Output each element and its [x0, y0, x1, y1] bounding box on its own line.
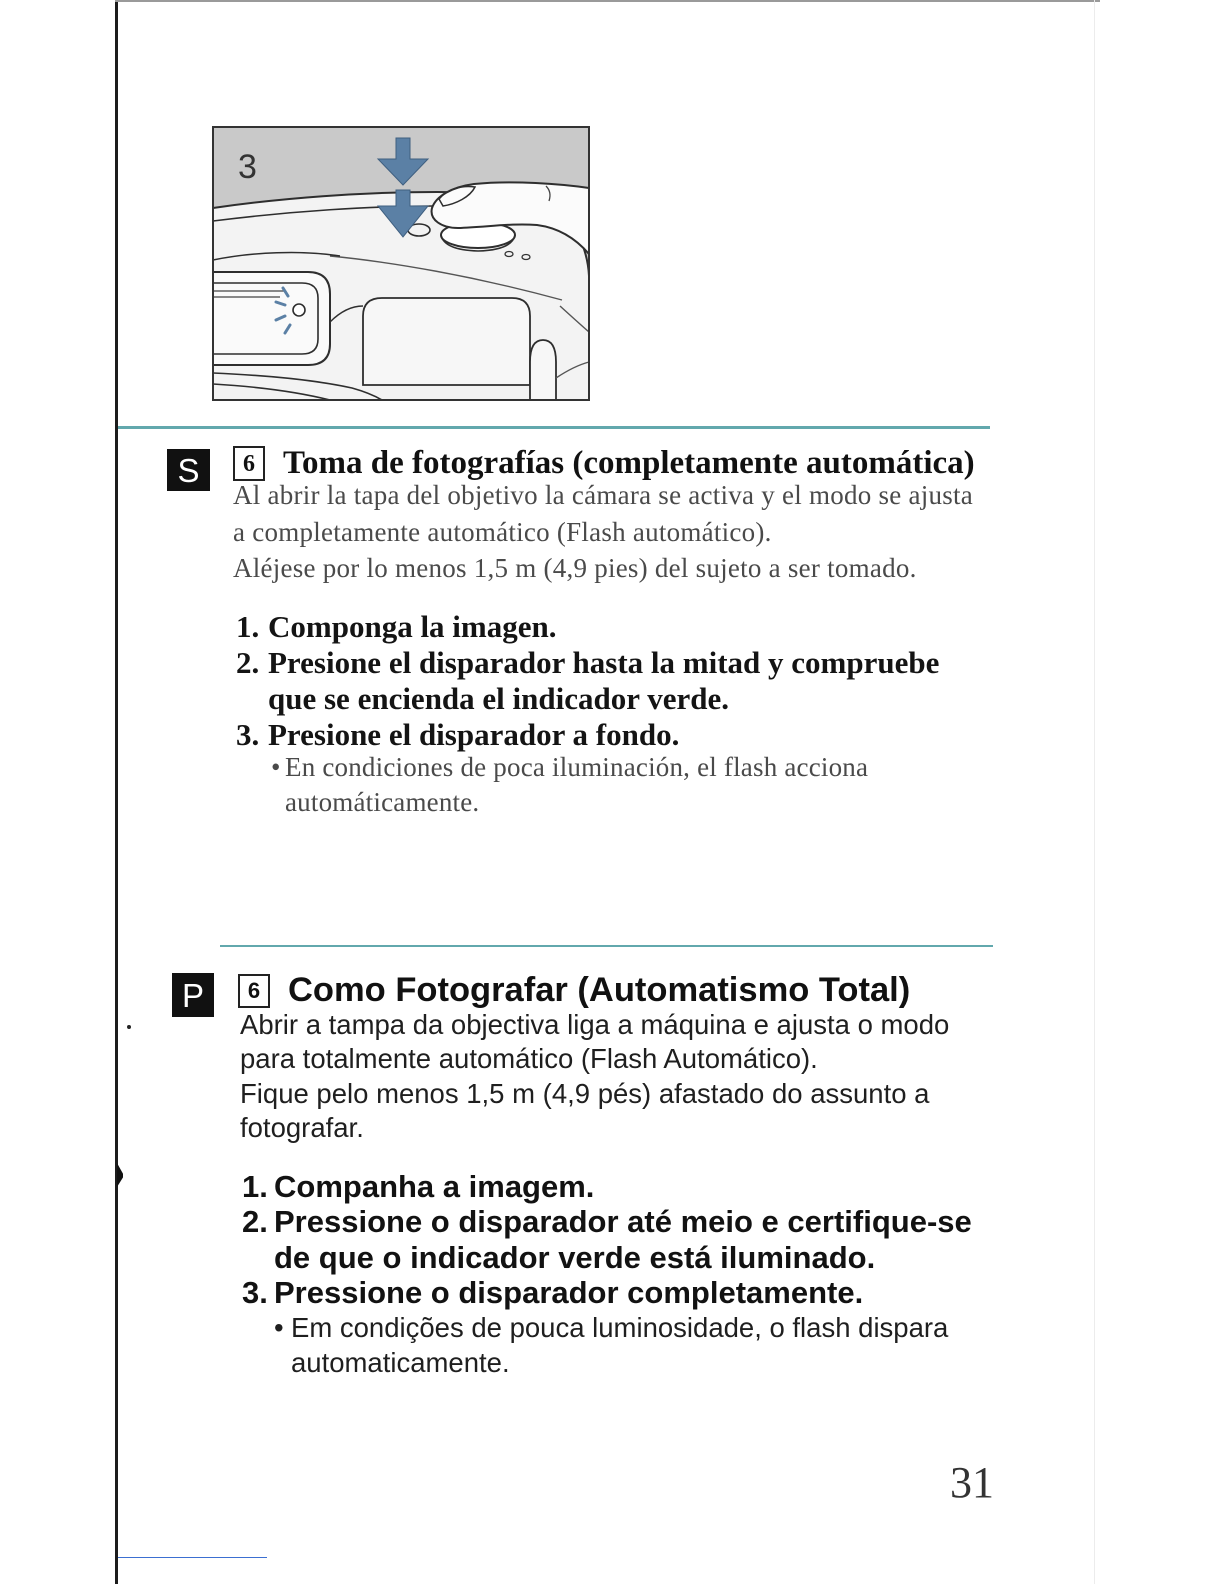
page-number: 31	[950, 1458, 994, 1507]
section-number-box: 6	[233, 446, 265, 481]
step-text: Pressione o disparador até meio e certifique-se	[274, 1204, 972, 1240]
step-number: 3.	[236, 717, 260, 752]
step-number: 2.	[236, 645, 260, 680]
step-item	[242, 1169, 972, 1204]
intro-line: Abrir a tampa da objectiva liga a máquina e ajusta o modo	[240, 1009, 950, 1040]
note-text: En condiciones de poca iluminación, el flash acciona	[285, 752, 869, 782]
step-text: de que o indicador verde está iluminado.	[274, 1239, 876, 1275]
intro-line: Fique pelo menos 1,5 m (4,9 pés) afastado do assunto a	[240, 1077, 930, 1109]
step-number: 2.	[242, 1204, 268, 1240]
scan-edge-right	[1094, 0, 1095, 1584]
intro-line: para totalmente automático (Flash Automático).	[240, 1043, 818, 1075]
intro-paragraph-portuguese	[240, 1008, 949, 1145]
step-text: Componga la imagen.	[268, 609, 557, 644]
step-number: 3.	[242, 1274, 268, 1310]
note-text: automaticamente.	[291, 1347, 510, 1378]
steps-list-spanish	[236, 609, 939, 753]
step-text: Pressione o disparador completamente.	[274, 1274, 864, 1310]
intro-line: a completamente automático (Flash automático).	[233, 516, 772, 547]
green-indicator-lamp	[293, 304, 305, 316]
step-number: 1.	[242, 1169, 268, 1204]
step-item	[236, 717, 939, 753]
scan-mark	[117, 1163, 123, 1187]
scan-edge-left	[115, 0, 118, 1584]
step-number: 1.	[236, 609, 260, 644]
note-spanish	[271, 750, 868, 820]
note-text: Em condições de pouca luminosidade, o flash dispara	[291, 1312, 949, 1343]
section-divider-portuguese	[220, 945, 993, 947]
rear-panel	[363, 298, 530, 385]
step-item	[236, 645, 939, 717]
step-item	[236, 609, 939, 645]
bullet-icon: •	[274, 1312, 284, 1343]
note-text: automáticamente.	[285, 787, 480, 817]
footer-underline	[118, 1557, 267, 1558]
note-portuguese	[274, 1310, 948, 1380]
scan-speck	[127, 1025, 131, 1029]
camera-illustration	[212, 126, 590, 401]
intro-line: fotografar.	[240, 1111, 364, 1143]
language-badge-spanish: S	[167, 449, 210, 491]
step-text: Presione el disparador a fondo.	[268, 717, 680, 752]
step-text: que se encienda el indicador verde.	[268, 681, 729, 716]
step-text: Presione el disparador hasta la mitad y compruebe	[268, 645, 940, 680]
step-item	[242, 1275, 972, 1310]
scan-edge-top	[115, 0, 1100, 2]
bullet-icon: •	[271, 752, 281, 782]
thumb-grip	[530, 340, 556, 400]
intro-line: Aléjese por lo menos 1,5 m (4,9 pies) del sujeto a ser tomado.	[233, 553, 917, 583]
figure-step-label: 3	[238, 148, 257, 186]
language-badge-portuguese: P	[172, 973, 214, 1017]
steps-list-portuguese	[242, 1169, 972, 1310]
step-text: Companha a imagem.	[274, 1169, 595, 1204]
step-item	[242, 1204, 972, 1275]
section-title-portuguese: Como Fotografar (Automatismo Total)	[288, 971, 911, 1009]
intro-paragraph-spanish	[233, 477, 973, 587]
section-divider-spanish	[118, 426, 990, 429]
intro-line: Al abrir la tapa del objetivo la cámara se activa y el modo se ajusta	[233, 480, 973, 510]
section-number-box: 6	[238, 974, 270, 1008]
section-title-spanish: Toma de fotografías (completamente automática)	[283, 445, 975, 481]
